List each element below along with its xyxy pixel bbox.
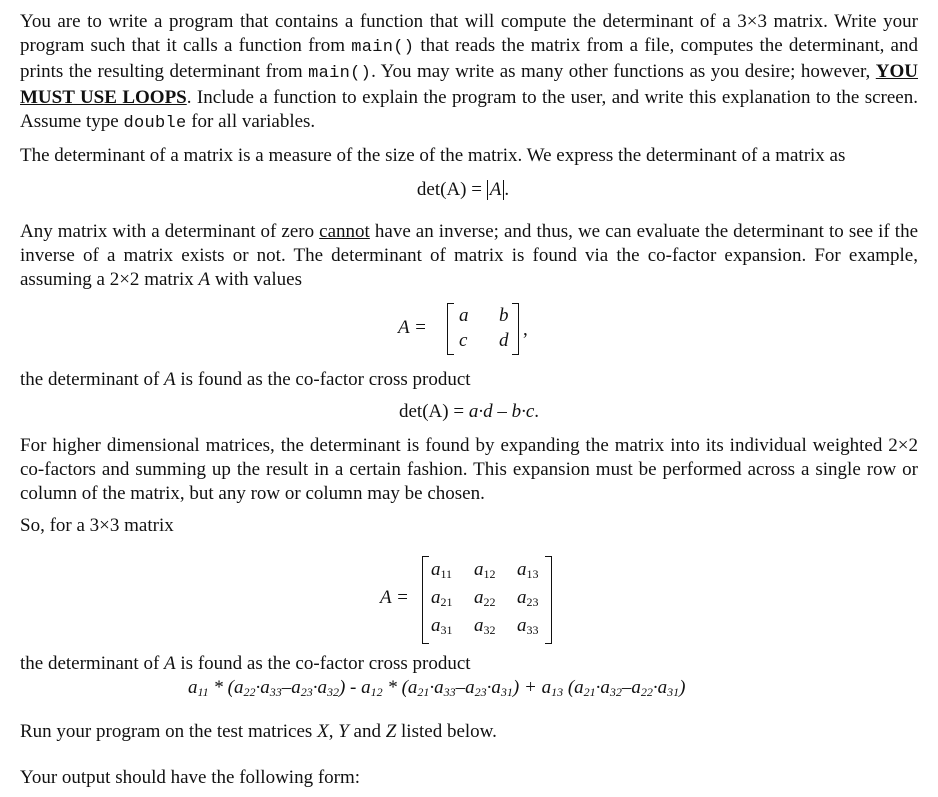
matrix2-cell-c: c <box>459 330 468 351</box>
p8-text-2: listed below. <box>396 721 497 742</box>
main-function-code-1: main() <box>351 38 415 57</box>
double-type-code: double <box>123 114 187 133</box>
matrix3-cell-a22: $a_{22}$ <box>474 587 496 609</box>
p6-text-1: So, for a <box>20 515 90 536</box>
cannot-underlined: cannot <box>319 221 370 242</box>
matrix3-lhs: A = <box>380 587 409 608</box>
matrix-y-label: Y <box>338 721 349 742</box>
three-by-three-intro <box>20 514 918 538</box>
matrix3-cell-a21: $a_{21}$ <box>431 587 453 609</box>
intro-text-3: that reads the matrix from a file, computes the determinant, and prints the resulting determinant from <box>20 35 918 82</box>
matrix2-left-bracket <box>447 303 454 355</box>
p5-text-1: For higher dimensional matrices, the determinant is found by expanding the matrix into its individual weighted <box>20 435 889 456</box>
eq2-rhs: a·d – b·c <box>468 401 535 422</box>
matrix-z-label: Z <box>385 721 397 742</box>
intro-paragraph <box>20 10 918 136</box>
eq2-lhs: det(A) = <box>399 401 469 422</box>
matrix3-left-bracket <box>422 556 429 644</box>
matrix3-cell-a33: $a_{33}$ <box>517 615 539 637</box>
intro-text-5: . Include a function to explain the program to the user, and write this explanation to the screen. Assume type <box>20 87 918 132</box>
p6-text-2: matrix <box>119 515 174 536</box>
eq1-absolute-value: A <box>487 180 505 200</box>
eq1-lhs: det(A) = <box>416 179 487 200</box>
matrix3-cell-a31: $a_{31}$ <box>431 615 453 637</box>
p7-text-1: the determinant of <box>20 653 165 674</box>
p7-matrix-variable: A <box>164 653 176 674</box>
p5-dimension: 2×2 <box>888 435 918 456</box>
intro-text-1: You are to write a program that contains a function that will compute the determinant of a <box>20 11 738 32</box>
must-use-loops-emphasis: YOU MUST USE LOOPS <box>20 61 919 108</box>
inverse-paragraph <box>20 220 918 292</box>
matrix3-cell-a13: $a_{13}$ <box>517 559 539 581</box>
p4-text-2: is found as the co-factor cross product <box>175 369 471 390</box>
matrix2-right-bracket <box>512 303 519 355</box>
determinant-notation-equation <box>0 178 932 202</box>
matrix2-lhs: A = <box>398 317 427 338</box>
p6-dimension: 3×3 <box>89 515 120 536</box>
matrix3-cell-a23: $a_{23}$ <box>517 587 539 609</box>
main-function-code-2: main() <box>308 64 372 83</box>
matrix2-cell-d: d <box>499 330 509 351</box>
matrix3-cell-a12: $a_{12}$ <box>474 559 496 581</box>
run-program-paragraph <box>20 720 918 744</box>
p3-text-1: Any matrix with a determinant of zero <box>20 221 320 242</box>
matrix-3x3 <box>422 556 552 644</box>
p3-text-2: have an inverse; and thus, we can evaluate the determinant to see if the inverse of a matrix exists or not. The determinant of matrix is found via the co-factor expansion. For example, assuming a <box>20 221 918 290</box>
matrix-2x2 <box>447 303 519 355</box>
matrix3-cell-a32: $a_{32}$ <box>474 615 496 637</box>
intro-text-4: . You may write as many other functions as you desire; however, <box>371 61 876 82</box>
determinant-3x3-text <box>20 652 918 676</box>
determinant-definition-paragraph: The determinant of a matrix is a measure of the size of the matrix. We express the determinant of a matrix as <box>20 145 846 166</box>
p4-text-1: the determinant of <box>20 369 165 390</box>
higher-dimension-paragraph <box>20 434 918 506</box>
matrix2-comma: , <box>523 319 528 340</box>
intro-dimension: 3×3 <box>737 11 767 32</box>
determinant-2x2-equation <box>0 400 938 424</box>
p8-text-1: Run your program on the test matrices <box>20 721 318 742</box>
matrix3-cell-a11: $a_{11}$ <box>431 559 453 581</box>
p3-text-4: with values <box>210 269 302 290</box>
matrix-x-label: X <box>317 721 329 742</box>
intro-text-2: matrix. Write your program such that it calls a function from <box>20 11 918 56</box>
p7-text-2: is found as the co-factor cross product <box>175 653 471 674</box>
p8-and: and <box>348 721 386 742</box>
matrix2-cell-b: b <box>499 305 509 326</box>
p5-text-2: co-factors and summing up the result in a certain fashion. This expansion must be performed across a single row or column of the matrix, but any row or column may be chosen. <box>20 459 918 504</box>
determinant-2x2-text <box>20 368 918 392</box>
cofactor-expansion-equation: $a_{11} * (a_{22}\cdot a_{33}-a_{23}\cdot a_{32}) - a_{12} * (a_{21}\cdot a_{33}-a_{23}\cdot a_{31}) + a_{13}$ $(a_{21}\cdot a_{32}-a_{22}\cdot a_{31})$ <box>188 677 686 699</box>
intro-text-6: for all variables. <box>186 111 316 132</box>
p3-dimension: 2×2 <box>109 269 140 290</box>
matrix2-cell-a: a <box>459 305 469 326</box>
eq1-end: . <box>504 179 510 200</box>
p3-text-3: matrix <box>139 269 199 290</box>
eq2-end: . <box>534 401 539 422</box>
p3-matrix-variable: A <box>198 269 211 290</box>
p8-separator: , <box>328 721 339 742</box>
output-form-paragraph: Your output should have the following form: <box>20 767 361 788</box>
p4-matrix-variable: A <box>164 369 176 390</box>
matrix3-right-bracket <box>545 556 552 644</box>
